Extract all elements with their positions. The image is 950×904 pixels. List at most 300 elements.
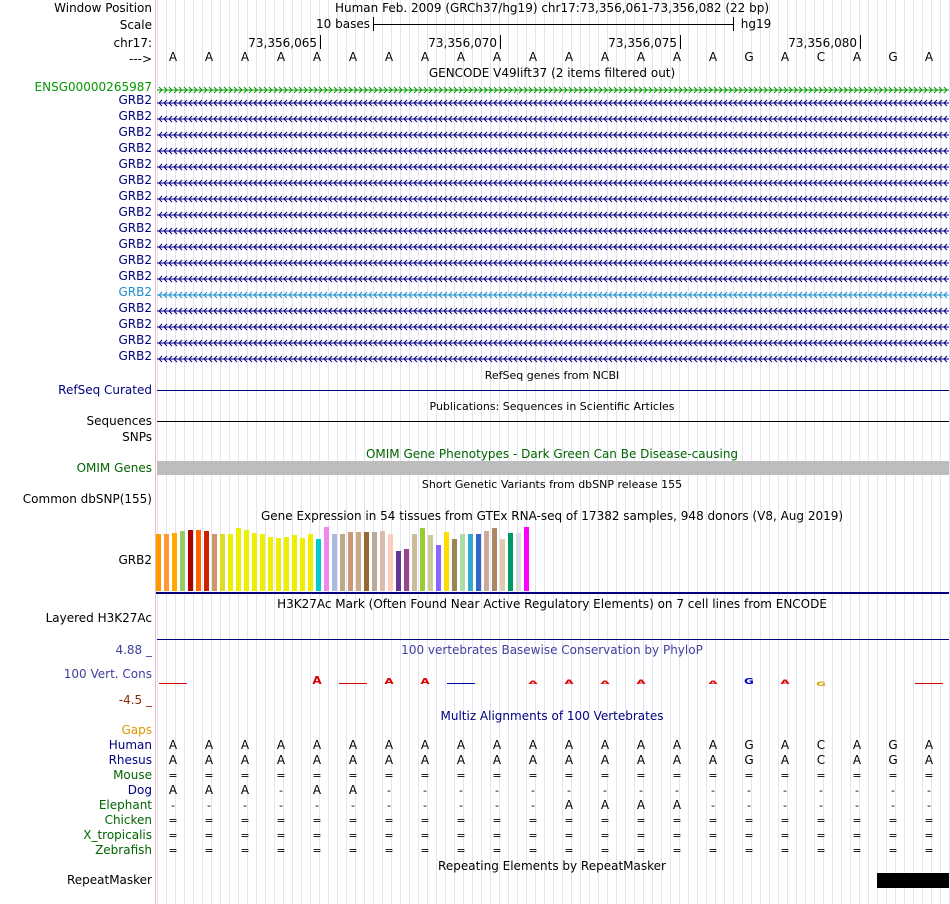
grb2-transcript-feature[interactable] <box>157 224 949 232</box>
alignment-base: = <box>888 844 898 857</box>
alignment-base: A <box>276 738 286 752</box>
sequence-base: A <box>312 50 322 64</box>
alignment-base: A <box>312 738 322 752</box>
gtex-tissue-bar[interactable] <box>316 539 321 591</box>
alignment-base: A <box>168 753 178 767</box>
alignment-base: = <box>816 814 826 827</box>
alignment-base: - <box>423 799 427 812</box>
gtex-tissue-bar[interactable] <box>444 532 449 591</box>
alignment-base: = <box>852 829 862 842</box>
alignment-base: = <box>276 829 286 842</box>
alignment-base: A <box>240 738 250 752</box>
scale-bar-right-tick <box>733 17 734 31</box>
alignment-base: = <box>636 814 646 827</box>
gtex-tissue-bar[interactable] <box>212 534 217 591</box>
coordinate-label: 73,356,080 <box>788 36 857 50</box>
alignment-base: = <box>204 829 214 842</box>
alignment-base: A <box>204 783 214 797</box>
gene-name-label[interactable]: GRB2 <box>118 301 152 315</box>
alignment-base: = <box>708 829 718 842</box>
alignment-base: - <box>891 799 895 812</box>
gtex-tissue-bar[interactable] <box>436 545 441 591</box>
alignment-base: A <box>312 753 322 767</box>
alignment-base: = <box>708 844 718 857</box>
omim-track-title: OMIM Gene Phenotypes - Dark Green Can Be Disease-causing <box>365 447 739 461</box>
gtex-tissue-bar[interactable] <box>508 533 513 591</box>
alignment-base: A <box>420 753 430 767</box>
alignment-base: = <box>564 844 574 857</box>
phylop-score-mark <box>915 683 943 684</box>
phylop-base-letter: A <box>312 674 322 687</box>
h3k27ac-label[interactable]: Layered H3K27Ac <box>45 611 152 625</box>
alignment-base: = <box>672 829 682 842</box>
alignment-base: = <box>528 829 538 842</box>
alignment-base: A <box>204 738 214 752</box>
alignment-base: A <box>384 738 394 752</box>
gtex-tissue-bar[interactable] <box>172 533 177 591</box>
gtex-tissue-bar[interactable] <box>484 531 489 591</box>
alignment-base: = <box>312 844 322 857</box>
sequence-base: A <box>168 50 178 64</box>
alignment-base: = <box>456 844 466 857</box>
alignment-base: - <box>855 784 859 797</box>
alignment-base: = <box>456 814 466 827</box>
phylop-track-label[interactable]: 100 Vert. Cons <box>63 667 152 681</box>
phylop-base-letter: A <box>528 680 538 686</box>
alignment-base: - <box>423 784 427 797</box>
sequence-base: A <box>708 50 718 64</box>
gene-name-label[interactable]: GRB2 <box>118 333 152 347</box>
phylop-base-letter: G <box>744 677 754 687</box>
alignment-base: = <box>852 814 862 827</box>
alignment-base: - <box>387 784 391 797</box>
gtex-tissue-bar[interactable] <box>196 530 201 591</box>
alignment-base: = <box>384 829 394 842</box>
alignment-base: = <box>456 829 466 842</box>
alignment-base: A <box>708 753 718 767</box>
coordinate-tick <box>860 35 861 49</box>
alignment-base: A <box>672 753 682 767</box>
alignment-base: = <box>780 814 790 827</box>
alignment-base: = <box>204 814 214 827</box>
gtex-tissue-bar[interactable] <box>404 549 409 591</box>
alignment-base: - <box>675 784 679 797</box>
alignment-base: - <box>279 799 283 812</box>
species-label[interactable]: Dog <box>127 783 152 797</box>
repeatmasker-label[interactable]: RepeatMasker <box>66 873 152 887</box>
alignment-base: - <box>711 784 715 797</box>
gtex-tissue-bar[interactable] <box>244 530 249 591</box>
gtex-tissue-bar[interactable] <box>332 534 337 591</box>
alignment-base: A <box>168 738 178 752</box>
alignment-base: A <box>492 738 502 752</box>
alignment-base: = <box>420 769 430 782</box>
gencode-track-title: GENCODE V49lift37 (2 items filtered out) <box>428 66 676 80</box>
alignment-base: = <box>888 769 898 782</box>
grb2-transcript-feature[interactable] <box>157 96 949 104</box>
phylop-logo[interactable] <box>157 668 949 692</box>
alignment-base: = <box>780 844 790 857</box>
alignment-base: A <box>240 783 250 797</box>
alignment-base: A <box>708 738 718 752</box>
sequence-base: C <box>816 50 826 64</box>
gene-name-label[interactable]: GRB2 <box>118 317 152 331</box>
alignment-base: C <box>816 738 826 752</box>
window-position-label: Window Position <box>54 1 152 15</box>
alignment-base: = <box>672 844 682 857</box>
gtex-track-title: Gene Expression in 54 tissues from GTEx RNA-seq of 17382 samples, 948 donors (V8, Aug 2019) <box>260 509 844 523</box>
alignment-base: - <box>855 799 859 812</box>
publications-track-title: Publications: Sequences in Scientific Articles <box>429 400 675 413</box>
snps-label[interactable]: SNPs <box>122 430 152 444</box>
alignment-base: A <box>852 753 862 767</box>
alignment-base: = <box>492 769 502 782</box>
alignment-base: = <box>816 829 826 842</box>
alignment-base: = <box>240 844 250 857</box>
grb2-transcript-feature[interactable] <box>157 304 949 312</box>
grb2-transcript-feature[interactable] <box>157 208 949 216</box>
alignment-base: A <box>564 753 574 767</box>
alignment-base: A <box>924 738 934 752</box>
coordinate-tick <box>320 35 321 49</box>
alignment-base: - <box>747 784 751 797</box>
alignment-base: C <box>816 753 826 767</box>
alignment-base: A <box>600 753 610 767</box>
alignment-base: - <box>243 799 247 812</box>
gtex-tissue-bar[interactable] <box>228 534 233 591</box>
gtex-tissue-bar[interactable] <box>284 537 289 591</box>
gtex-tissue-bar[interactable] <box>516 533 521 591</box>
alignment-base: G <box>888 738 898 752</box>
alignment-base: A <box>348 783 358 797</box>
alignment-base: G <box>744 753 754 767</box>
alignment-base: = <box>168 769 178 782</box>
gtex-tissue-bar[interactable] <box>300 538 305 591</box>
alignment-base: A <box>636 798 646 812</box>
alignment-base: = <box>780 769 790 782</box>
gtex-tissue-bar[interactable] <box>524 527 529 591</box>
label-divider <box>155 0 156 904</box>
alignment-base: G <box>888 753 898 767</box>
coordinate-tick <box>500 35 501 49</box>
sequence-base: A <box>636 50 646 64</box>
sequences-label[interactable]: Sequences <box>86 414 152 428</box>
alignment-base: = <box>672 769 682 782</box>
gene-name-label[interactable]: GRB2 <box>118 253 152 267</box>
species-label[interactable]: Chicken <box>104 813 152 827</box>
gtex-tissue-bar[interactable] <box>500 539 505 591</box>
gene-name-label[interactable]: GRB2 <box>118 125 152 139</box>
gtex-tissue-bar[interactable] <box>420 528 425 591</box>
gene-name-label[interactable]: GRB2 <box>118 157 152 171</box>
alignment-base: A <box>492 753 502 767</box>
phylop-score-mark <box>159 683 187 684</box>
gtex-tissue-bar[interactable] <box>364 532 369 591</box>
repeat-element[interactable] <box>877 873 949 888</box>
omim-feature-bar[interactable] <box>157 461 949 475</box>
alignment-base: - <box>819 784 823 797</box>
alignment-base: - <box>747 799 751 812</box>
alignment-base: - <box>531 784 535 797</box>
gene-name-label[interactable]: GRB2 <box>118 109 152 123</box>
sequence-base: A <box>600 50 610 64</box>
gene-name-label[interactable]: GRB2 <box>118 349 152 363</box>
gtex-tissue-bar[interactable] <box>268 537 273 591</box>
refseq-label[interactable]: RefSeq Curated <box>58 383 152 397</box>
alignment-base: - <box>315 799 319 812</box>
alignment-base: = <box>348 844 358 857</box>
grb2-transcript-feature[interactable] <box>157 176 949 184</box>
chrom-label: chr17: <box>113 36 152 50</box>
gtex-tissue-bar[interactable] <box>276 538 281 591</box>
grb2-transcript-feature[interactable] <box>157 128 949 136</box>
coordinate-label: 73,356,070 <box>428 36 497 50</box>
alignment-base: = <box>168 829 178 842</box>
phylop-track-title: 100 vertebrates Basewise Conservation by PhyloP <box>401 643 703 657</box>
grb2-transcript-feature[interactable] <box>157 320 949 328</box>
gene-name-label[interactable]: GRB2 <box>118 93 152 107</box>
common-dbsnp-label[interactable]: Common dbSNP(155) <box>22 492 152 506</box>
gtex-tissue-bar[interactable] <box>188 530 193 591</box>
alignment-base: - <box>639 784 643 797</box>
alignment-base: - <box>279 784 283 797</box>
grb2-transcript-feature[interactable] <box>157 288 949 296</box>
sequence-base: A <box>276 50 286 64</box>
alignment-base: = <box>420 829 430 842</box>
phylop-max-label: 4.88 _ <box>115 643 152 657</box>
alignment-base: - <box>171 799 175 812</box>
alignment-base: = <box>204 844 214 857</box>
gtex-tissue-bar[interactable] <box>348 532 353 591</box>
alignment-base: - <box>711 799 715 812</box>
gtex-tissue-bar[interactable] <box>428 535 433 591</box>
alignment-base: = <box>528 769 538 782</box>
grb2-transcript-feature[interactable] <box>157 336 949 344</box>
alignment-base: A <box>456 738 466 752</box>
gtex-gene-label[interactable]: GRB2 <box>118 553 152 567</box>
coordinate-label: 73,356,075 <box>608 36 677 50</box>
ensg-gene-feature[interactable] <box>157 83 949 91</box>
alignment-base: = <box>240 814 250 827</box>
alignment-base: = <box>636 769 646 782</box>
species-label[interactable]: Elephant <box>98 798 152 812</box>
phylop-base-letter: A <box>780 678 790 686</box>
sequence-base: A <box>672 50 682 64</box>
alignment-base: = <box>924 844 934 857</box>
alignment-base: = <box>888 829 898 842</box>
phylop-base-letter: A <box>420 677 430 687</box>
dbsnp-track-title: Short Genetic Variants from dbSNP release 155 <box>421 478 683 491</box>
gtex-tissue-bar[interactable] <box>396 551 401 591</box>
gtex-tissue-bar[interactable] <box>260 534 265 591</box>
alignment-base: = <box>924 769 934 782</box>
alignment-base: = <box>924 829 934 842</box>
alignment-base: - <box>207 799 211 812</box>
gtex-tissue-bar[interactable] <box>380 531 385 591</box>
alignment-base: = <box>852 769 862 782</box>
phylop-base-letter: A <box>600 680 610 686</box>
gtex-tissue-bar[interactable] <box>252 533 257 591</box>
omim-label[interactable]: OMIM Genes <box>76 461 152 475</box>
gtex-tissue-bar[interactable] <box>468 534 473 591</box>
alignment-base: A <box>168 783 178 797</box>
coordinate-tick <box>680 35 681 49</box>
strand-label: ---> <box>128 52 152 66</box>
alignment-base: = <box>276 769 286 782</box>
repeatmasker-track-title: Repeating Elements by RepeatMasker <box>438 859 666 873</box>
alignment-base: - <box>531 799 535 812</box>
gtex-tissue-bar[interactable] <box>204 531 209 591</box>
ensg-label[interactable]: ENSG00000265987 <box>34 80 152 94</box>
gtex-tissue-bar[interactable] <box>308 534 313 591</box>
phylop-base-letter: A <box>636 678 646 686</box>
alignment-base: = <box>420 814 430 827</box>
sequence-base: A <box>348 50 358 64</box>
gtex-tissue-bar[interactable] <box>388 534 393 591</box>
alignment-base: = <box>492 814 502 827</box>
alignment-base: A <box>924 753 934 767</box>
gtex-tissue-bar[interactable] <box>324 527 329 591</box>
species-label[interactable]: X_tropicalis <box>83 828 152 842</box>
alignment-base: = <box>168 814 178 827</box>
alignment-base: = <box>564 769 574 782</box>
alignment-base: A <box>240 753 250 767</box>
alignment-base: A <box>564 738 574 752</box>
sequence-base: G <box>744 50 754 64</box>
gene-name-label[interactable]: GRB2 <box>118 141 152 155</box>
alignment-base: = <box>600 814 610 827</box>
alignment-base: = <box>348 814 358 827</box>
alignment-base: A <box>312 783 322 797</box>
gtex-baseline <box>156 592 949 594</box>
species-label[interactable]: Mouse <box>113 768 152 782</box>
grb2-transcript-feature[interactable] <box>157 112 949 120</box>
gtex-tissue-bar[interactable] <box>452 539 457 591</box>
species-label[interactable]: Zebrafish <box>95 843 152 857</box>
gene-name-label[interactable]: GRB2 <box>118 189 152 203</box>
sequence-base: A <box>384 50 394 64</box>
gtex-tissue-bar[interactable] <box>236 528 241 591</box>
alignment-base: A <box>672 738 682 752</box>
grb2-transcript-feature[interactable] <box>157 144 949 152</box>
alignment-base: A <box>672 798 682 812</box>
gtex-tissue-bar[interactable] <box>476 534 481 591</box>
alignment-base: = <box>348 769 358 782</box>
alignment-base: = <box>276 844 286 857</box>
gtex-tissue-bar[interactable] <box>460 534 465 591</box>
scale-bar <box>373 24 733 25</box>
alignment-base: = <box>312 769 322 782</box>
sequence-base: A <box>528 50 538 64</box>
alignment-base: = <box>168 844 178 857</box>
grb2-transcript-feature[interactable] <box>157 160 949 168</box>
alignment-base: - <box>387 799 391 812</box>
alignment-base: = <box>744 829 754 842</box>
gtex-tissue-bar[interactable] <box>412 534 417 591</box>
grb2-transcript-feature[interactable] <box>157 256 949 264</box>
gene-name-label[interactable]: GRB2 <box>118 205 152 219</box>
alignment-base: = <box>456 769 466 782</box>
alignment-base: = <box>564 829 574 842</box>
h3k27ac-baseline <box>157 639 949 640</box>
alignment-base: - <box>459 799 463 812</box>
gene-name-label[interactable]: GRB2 <box>118 173 152 187</box>
alignment-base: A <box>780 753 790 767</box>
grb2-transcript-feature[interactable] <box>157 272 949 280</box>
publications-feature-line[interactable] <box>157 421 949 422</box>
alignment-base: A <box>636 738 646 752</box>
alignment-base: - <box>891 784 895 797</box>
alignment-base: - <box>495 784 499 797</box>
alignment-base: = <box>312 814 322 827</box>
gtex-tissue-bar[interactable] <box>356 532 361 591</box>
species-label[interactable]: Rhesus <box>108 753 152 767</box>
grb2-transcript-feature[interactable] <box>157 192 949 200</box>
gtex-tissue-bar[interactable] <box>492 528 497 591</box>
gtex-tissue-bar[interactable] <box>372 532 377 591</box>
alignment-base: = <box>888 814 898 827</box>
phylop-min-label: -4.5 _ <box>118 693 152 707</box>
alignment-base: A <box>348 753 358 767</box>
alignment-base: A <box>600 798 610 812</box>
window-position-text: Human Feb. 2009 (GRCh37/hg19) chr17:73,356,061-73,356,082 (22 bp) <box>334 1 770 15</box>
alignment-base: = <box>492 829 502 842</box>
alignment-base: = <box>636 829 646 842</box>
gene-name-label[interactable]: GRB2 <box>118 285 152 299</box>
gaps-label: Gaps <box>121 723 152 737</box>
assembly-label: hg19 <box>740 17 772 31</box>
alignment-base: A <box>636 753 646 767</box>
alignment-base: = <box>276 814 286 827</box>
species-label[interactable]: Human <box>108 738 152 752</box>
phylop-base-letter: A <box>564 678 574 686</box>
alignment-base: A <box>276 753 286 767</box>
gtex-tissue-bar[interactable] <box>292 535 297 591</box>
alignment-base: = <box>240 769 250 782</box>
gene-name-label[interactable]: GRB2 <box>118 221 152 235</box>
sequence-base: A <box>204 50 214 64</box>
sequence-base: A <box>492 50 502 64</box>
sequence-base: A <box>420 50 430 64</box>
gtex-bar-chart[interactable] <box>156 526 536 591</box>
gtex-tissue-bar[interactable] <box>340 534 345 591</box>
alignment-base: - <box>927 784 931 797</box>
alignment-base: - <box>603 784 607 797</box>
alignment-base: = <box>600 829 610 842</box>
alignment-base: = <box>492 844 502 857</box>
phylop-score-mark <box>339 683 367 684</box>
gtex-tissue-bar[interactable] <box>164 534 169 591</box>
alignment-base: - <box>783 784 787 797</box>
gtex-tissue-bar[interactable] <box>220 534 225 591</box>
grb2-transcript-feature[interactable] <box>157 352 949 360</box>
phylop-base-letter: A <box>384 677 394 687</box>
alignment-base: - <box>567 784 571 797</box>
alignment-base: = <box>744 769 754 782</box>
gene-name-label[interactable]: GRB2 <box>118 269 152 283</box>
alignment-base: - <box>495 799 499 812</box>
gene-name-label[interactable]: GRB2 <box>118 237 152 251</box>
alignment-base: = <box>384 769 394 782</box>
grb2-transcript-feature[interactable] <box>157 240 949 248</box>
phylop-base-letter: A <box>708 680 718 686</box>
alignment-base: = <box>528 814 538 827</box>
gtex-tissue-bar[interactable] <box>156 534 161 591</box>
coordinate-label: 73,356,065 <box>248 36 317 50</box>
gtex-tissue-bar[interactable] <box>180 531 185 591</box>
refseq-feature-line[interactable] <box>157 390 949 391</box>
sequence-base: A <box>564 50 574 64</box>
